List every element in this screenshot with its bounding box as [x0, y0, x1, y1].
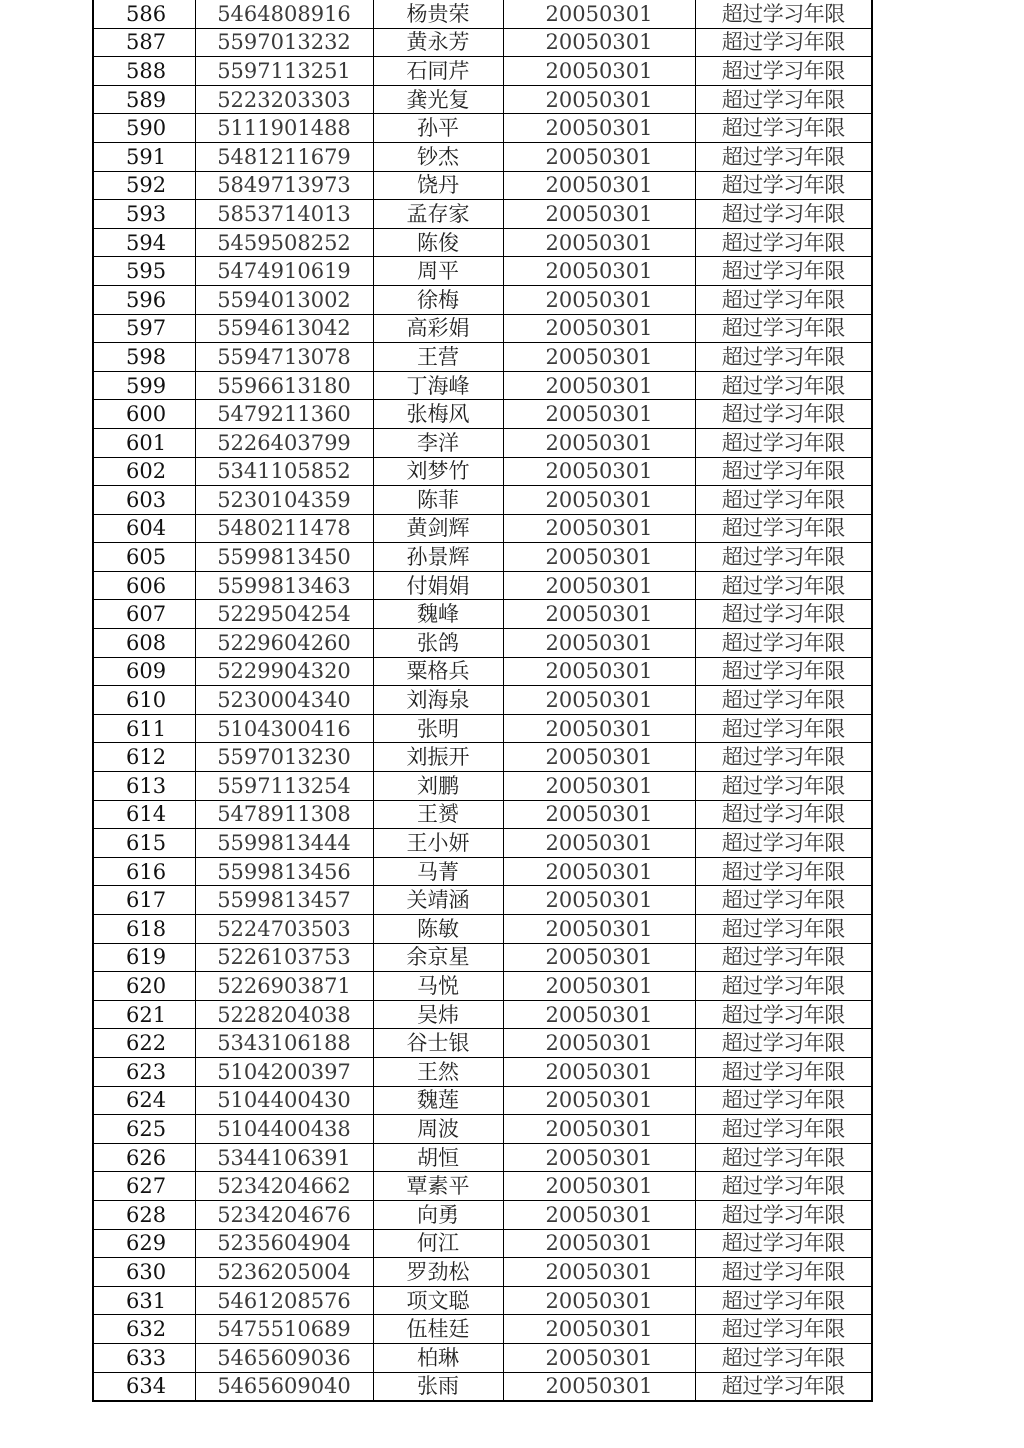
serial-number-cell: 600 [93, 400, 195, 429]
student-name-cell: 胡恒 [373, 1143, 503, 1172]
student-id-cell: 5599813444 [195, 829, 373, 858]
date-cell: 20050301 [503, 1143, 695, 1172]
student-id-cell: 5226103753 [195, 943, 373, 972]
table-row [93, 1372, 872, 1401]
student-name-cell: 向勇 [373, 1200, 503, 1229]
date-cell: 20050301 [503, 800, 695, 829]
serial-number-cell: 599 [93, 371, 195, 400]
serial-number-cell: 633 [93, 1343, 195, 1372]
reason-cell: 超过学习年限 [695, 686, 872, 715]
reason-cell: 超过学习年限 [695, 1200, 872, 1229]
reason-cell: 超过学习年限 [695, 600, 872, 629]
student-name-cell: 伍桂廷 [373, 1315, 503, 1344]
student-name-cell: 王赟 [373, 800, 503, 829]
student-name-cell: 孙平 [373, 114, 503, 143]
reason-cell: 超过学习年限 [695, 772, 872, 801]
student-id-cell: 5599813457 [195, 886, 373, 915]
serial-number-cell: 608 [93, 629, 195, 658]
student-id-cell: 5104300416 [195, 714, 373, 743]
date-cell: 20050301 [503, 1372, 695, 1401]
reason-cell: 超过学习年限 [695, 486, 872, 515]
student-name-cell: 魏峰 [373, 600, 503, 629]
student-id-cell: 5229504254 [195, 600, 373, 629]
date-cell: 20050301 [503, 943, 695, 972]
table-row [93, 1286, 872, 1315]
date-cell: 20050301 [503, 543, 695, 572]
table-row [93, 85, 872, 114]
serial-number-cell: 612 [93, 743, 195, 772]
student-id-cell: 5104400430 [195, 1086, 373, 1115]
date-cell: 20050301 [503, 629, 695, 658]
reason-cell: 超过学习年限 [695, 85, 872, 114]
student-name-cell: 付娟娟 [373, 571, 503, 600]
date-cell: 20050301 [503, 571, 695, 600]
reason-cell: 超过学习年限 [695, 1286, 872, 1315]
reason-cell: 超过学习年限 [695, 257, 872, 286]
serial-number-cell: 586 [126, 1, 167, 26]
table-row [93, 886, 872, 915]
table-row [93, 257, 872, 286]
student-name-cell: 关靖涵 [373, 886, 503, 915]
reason-cell: 超过学习年限 [695, 972, 872, 1001]
student-name-cell: 钞杰 [373, 142, 503, 171]
student-name-cell: 黄剑辉 [373, 514, 503, 543]
reason-cell: 超过学习年限 [695, 886, 872, 915]
date-cell: 20050301 [503, 114, 695, 143]
table-row [93, 1172, 872, 1201]
student-id-cell: 5599813450 [195, 543, 373, 572]
student-name-cell: 何江 [373, 1229, 503, 1258]
reason-cell: 超过学习年限 [695, 428, 872, 457]
student-id-cell: 5226903871 [195, 972, 373, 1001]
date-cell: 20050301 [503, 28, 695, 57]
student-id-cell: 5465609036 [195, 1343, 373, 1372]
date-cell: 20050301 [503, 343, 695, 372]
table-row [93, 371, 872, 400]
student-id-cell: 5594013002 [195, 285, 373, 314]
student-id-cell: 5475510689 [195, 1315, 373, 1344]
date-cell: 20050301 [503, 1343, 695, 1372]
serial-number-cell: 617 [93, 886, 195, 915]
table-row [93, 457, 872, 486]
table-row [93, 1343, 872, 1372]
reason-cell: 超过学习年限 [695, 1315, 872, 1344]
serial-number-cell: 598 [93, 343, 195, 372]
date-cell: 20050301 [503, 1115, 695, 1144]
reason-cell: 超过学习年限 [695, 1057, 872, 1086]
serial-number-cell: 632 [93, 1315, 195, 1344]
student-name-cell: 魏莲 [373, 1086, 503, 1115]
serial-number-cell: 610 [93, 686, 195, 715]
reason-cell: 超过学习年限 [695, 714, 872, 743]
table-row [93, 1000, 872, 1029]
student-name-cell: 刘海泉 [373, 686, 503, 715]
table-row [93, 915, 872, 944]
serial-number-cell: 590 [93, 114, 195, 143]
serial-number-cell: 594 [93, 228, 195, 257]
date-cell: 20050301 [503, 257, 695, 286]
reason-cell: 超过学习年限 [695, 743, 872, 772]
date-cell: 20050301 [503, 657, 695, 686]
student-id-cell: 5224703503 [195, 915, 373, 944]
table-row [93, 57, 872, 86]
student-name-cell: 周平 [373, 257, 503, 286]
serial-number-cell: 619 [93, 943, 195, 972]
student-id-cell: 5459508252 [195, 228, 373, 257]
date-cell: 20050301 [503, 600, 695, 629]
serial-number-cell: 613 [93, 772, 195, 801]
serial-number-cell: 623 [93, 1057, 195, 1086]
date-cell: 20050301 [503, 142, 695, 171]
table-row [93, 171, 872, 200]
date-cell: 20050301 [503, 1172, 695, 1201]
date-cell: 20050301 [503, 743, 695, 772]
serial-number-cell: 614 [93, 800, 195, 829]
reason-cell: 超过学习年限 [695, 514, 872, 543]
student-id-cell: 5235604904 [195, 1229, 373, 1258]
reason-cell: 超过学习年限 [695, 915, 872, 944]
student-id-cell: 5230004340 [195, 686, 373, 715]
date-cell: 20050301 [503, 57, 695, 86]
serial-number-cell: 595 [93, 257, 195, 286]
student-id-cell: 5597013232 [195, 28, 373, 57]
reason-cell: 超过学习年限 [695, 1343, 872, 1372]
reason-cell: 超过学习年限 [695, 1229, 872, 1258]
serial-number-cell: 593 [93, 200, 195, 229]
serial-number-cell: 622 [93, 1029, 195, 1058]
serial-number-cell: 621 [93, 1000, 195, 1029]
reason-cell: 超过学习年限 [695, 657, 872, 686]
student-name-cell: 孙景辉 [373, 543, 503, 572]
reason-cell: 超过学习年限 [695, 371, 872, 400]
student-id-cell: 5228204038 [195, 1000, 373, 1029]
table-row [93, 343, 872, 372]
reason-cell: 超过学习年限 [695, 285, 872, 314]
roster-body [93, 0, 872, 1401]
serial-number-cell: 618 [93, 915, 195, 944]
date-cell: 20050301 [503, 400, 695, 429]
reason-cell: 超过学习年限 [695, 0, 872, 28]
student-id-cell: 5234204662 [195, 1172, 373, 1201]
date-cell: 20050301 [503, 85, 695, 114]
reason-cell: 超过学习年限 [695, 1258, 872, 1287]
student-name-cell: 张雨 [373, 1372, 503, 1401]
student-id-cell: 5597113254 [195, 772, 373, 801]
table-row [93, 0, 872, 28]
student-id-cell: 5234204676 [195, 1200, 373, 1229]
student-name-cell: 刘振开 [373, 743, 503, 772]
student-name-cell: 覃素平 [373, 1172, 503, 1201]
date-cell: 20050301 [503, 1029, 695, 1058]
serial-number-cell: 588 [93, 57, 195, 86]
date-cell: 20050301 [503, 714, 695, 743]
table-row [93, 743, 872, 772]
student-name-cell: 陈俊 [373, 228, 503, 257]
table-row [93, 142, 872, 171]
serial-number-cell: 597 [93, 314, 195, 343]
reason-cell: 超过学习年限 [695, 800, 872, 829]
date-cell: 20050301 [503, 228, 695, 257]
student-name-cell: 李洋 [373, 428, 503, 457]
student-name-cell: 石同芹 [373, 57, 503, 86]
serial-number-cell: 591 [93, 142, 195, 171]
table-row [93, 1115, 872, 1144]
table-row [93, 1229, 872, 1258]
table-row [93, 657, 872, 686]
date-cell: 20050301 [503, 514, 695, 543]
student-id-cell: 5599813456 [195, 857, 373, 886]
serial-number-cell: 592 [93, 171, 195, 200]
student-id-cell: 5341105852 [195, 457, 373, 486]
date-cell: 20050301 [503, 428, 695, 457]
date-cell: 20050301 [503, 457, 695, 486]
serial-number-cell: 626 [93, 1143, 195, 1172]
table-row [93, 486, 872, 515]
serial-number-cell: 625 [93, 1115, 195, 1144]
date-cell: 20050301 [503, 1315, 695, 1344]
student-name-cell: 张明 [373, 714, 503, 743]
reason-cell: 超过学习年限 [695, 1000, 872, 1029]
student-id-cell: 5461208576 [195, 1286, 373, 1315]
student-id-cell: 5594713078 [195, 343, 373, 372]
serial-number-cell: 628 [93, 1200, 195, 1229]
date-cell: 20050301 [503, 857, 695, 886]
serial-number-cell: 634 [93, 1372, 195, 1401]
student-id-cell: 5474910619 [195, 257, 373, 286]
table-row [93, 686, 872, 715]
student-id-cell: 5229904320 [195, 657, 373, 686]
date-cell: 20050301 [503, 1229, 695, 1258]
student-id-cell: 5230104359 [195, 486, 373, 515]
serial-number-cell: 624 [93, 1086, 195, 1115]
student-id-cell: 5464808916 [195, 0, 373, 28]
serial-number-cell: 616 [93, 857, 195, 886]
student-id-cell: 5599813463 [195, 571, 373, 600]
date-cell: 20050301 [503, 886, 695, 915]
student-id-cell: 5111901488 [195, 114, 373, 143]
table-row [93, 314, 872, 343]
table-row [93, 943, 872, 972]
table-row [93, 1258, 872, 1287]
date-cell: 20050301 [503, 371, 695, 400]
student-id-cell: 5479211360 [195, 400, 373, 429]
date-cell: 20050301 [503, 1258, 695, 1287]
date-cell: 20050301 [503, 1086, 695, 1115]
serial-number-cell: 627 [93, 1172, 195, 1201]
serial-number-cell: 606 [93, 571, 195, 600]
reason-cell: 超过学习年限 [695, 629, 872, 658]
date-cell: 20050301 [503, 314, 695, 343]
reason-cell: 超过学习年限 [695, 1372, 872, 1401]
student-name-cell: 王小妍 [373, 829, 503, 858]
student-id-cell: 5597113251 [195, 57, 373, 86]
serial-number-cell: 609 [93, 657, 195, 686]
student-name-cell: 马菁 [373, 857, 503, 886]
reason-cell: 超过学习年限 [695, 857, 872, 886]
student-name-cell: 黄永芳 [373, 28, 503, 57]
reason-cell: 超过学习年限 [695, 943, 872, 972]
student-name-cell: 吴炜 [373, 1000, 503, 1029]
student-id-cell: 5229604260 [195, 629, 373, 658]
table-row [93, 772, 872, 801]
table-row [93, 857, 872, 886]
serial-number-cell: 602 [93, 457, 195, 486]
student-name-cell: 马悦 [373, 972, 503, 1001]
student-name-cell: 王营 [373, 343, 503, 372]
table-row [93, 1143, 872, 1172]
table-row [93, 714, 872, 743]
student-name-cell: 徐梅 [373, 285, 503, 314]
serial-number-cell: 587 [93, 28, 195, 57]
reason-cell: 超过学习年限 [695, 829, 872, 858]
reason-cell: 超过学习年限 [695, 57, 872, 86]
student-name-cell: 刘鹏 [373, 772, 503, 801]
table-row [93, 200, 872, 229]
student-name-cell: 张鸽 [373, 629, 503, 658]
student-name-cell: 孟存家 [373, 200, 503, 229]
serial-number-cell: 589 [93, 85, 195, 114]
student-id-cell: 5104400438 [195, 1115, 373, 1144]
table-row [93, 800, 872, 829]
student-id-cell: 5236205004 [195, 1258, 373, 1287]
student-id-cell: 5481211679 [195, 142, 373, 171]
student-name-cell: 王然 [373, 1057, 503, 1086]
reason-cell: 超过学习年限 [695, 1172, 872, 1201]
student-name-cell: 余京星 [373, 943, 503, 972]
serial-number-cell: 615 [93, 829, 195, 858]
table-row [93, 1057, 872, 1086]
serial-number-cell: 603 [93, 486, 195, 515]
reason-cell: 超过学习年限 [695, 28, 872, 57]
date-cell: 20050301 [503, 200, 695, 229]
table-row [93, 1086, 872, 1115]
student-id-cell: 5343106188 [195, 1029, 373, 1058]
student-name-cell: 柏琳 [373, 1343, 503, 1372]
reason-cell: 超过学习年限 [695, 400, 872, 429]
serial-number-cell: 601 [93, 428, 195, 457]
student-name-cell: 张梅风 [373, 400, 503, 429]
reason-cell: 超过学习年限 [695, 114, 872, 143]
date-cell: 20050301 [503, 171, 695, 200]
serial-number-cell: 607 [93, 600, 195, 629]
student-id-cell: 5104200397 [195, 1057, 373, 1086]
reason-cell: 超过学习年限 [695, 1086, 872, 1115]
student-id-cell: 5596613180 [195, 371, 373, 400]
date-cell: 20050301 [503, 0, 695, 28]
reason-cell: 超过学习年限 [695, 1143, 872, 1172]
student-name-cell: 龚光复 [373, 85, 503, 114]
table-row [93, 1315, 872, 1344]
reason-cell: 超过学习年限 [695, 228, 872, 257]
date-cell: 20050301 [503, 285, 695, 314]
date-cell: 20050301 [503, 1057, 695, 1086]
student-id-cell: 5226403799 [195, 428, 373, 457]
table-row [93, 114, 872, 143]
table-row [93, 629, 872, 658]
reason-cell: 超过学习年限 [695, 571, 872, 600]
student-name-cell: 高彩娟 [373, 314, 503, 343]
table-row [93, 829, 872, 858]
table-row [93, 514, 872, 543]
reason-cell: 超过学习年限 [695, 314, 872, 343]
table-row [93, 400, 872, 429]
student-name-cell: 周波 [373, 1115, 503, 1144]
student-id-cell: 5344106391 [195, 1143, 373, 1172]
student-name-cell: 饶丹 [373, 171, 503, 200]
serial-number-cell: 605 [93, 543, 195, 572]
table-row [93, 1200, 872, 1229]
student-name-cell: 陈菲 [373, 486, 503, 515]
student-id-cell: 5849713973 [195, 171, 373, 200]
reason-cell: 超过学习年限 [695, 343, 872, 372]
serial-number-cell: 629 [93, 1229, 195, 1258]
date-cell: 20050301 [503, 829, 695, 858]
student-name-cell: 项文聪 [373, 1286, 503, 1315]
date-cell: 20050301 [503, 486, 695, 515]
table-row [93, 285, 872, 314]
student-name-cell: 杨贵荣 [373, 0, 503, 28]
student-id-cell: 5478911308 [195, 800, 373, 829]
reason-cell: 超过学习年限 [695, 1115, 872, 1144]
reason-cell: 超过学习年限 [695, 171, 872, 200]
student-id-cell: 5853714013 [195, 200, 373, 229]
student-name-cell: 罗劲松 [373, 1258, 503, 1287]
reason-cell: 超过学习年限 [695, 457, 872, 486]
student-id-cell: 5480211478 [195, 514, 373, 543]
student-name-cell: 粟格兵 [373, 657, 503, 686]
student-name-cell: 谷士银 [373, 1029, 503, 1058]
student-id-cell: 5223203303 [195, 85, 373, 114]
date-cell: 20050301 [503, 772, 695, 801]
date-cell: 20050301 [503, 972, 695, 1001]
reason-cell: 超过学习年限 [695, 200, 872, 229]
reason-cell: 超过学习年限 [695, 142, 872, 171]
serial-number-cell: 611 [93, 714, 195, 743]
student-name-cell: 刘梦竹 [373, 457, 503, 486]
serial-number-cell: 596 [93, 285, 195, 314]
table-row [93, 600, 872, 629]
table-row [93, 228, 872, 257]
date-cell: 20050301 [503, 915, 695, 944]
student-id-cell: 5594613042 [195, 314, 373, 343]
student-roster-table [92, 0, 873, 1402]
serial-number-cell: 630 [93, 1258, 195, 1287]
table-row [93, 428, 872, 457]
date-cell: 20050301 [503, 686, 695, 715]
table-row [93, 1029, 872, 1058]
student-name-cell: 陈敏 [373, 915, 503, 944]
serial-number-cell: 631 [93, 1286, 195, 1315]
date-cell: 20050301 [503, 1200, 695, 1229]
student-name-cell: 丁海峰 [373, 371, 503, 400]
reason-cell: 超过学习年限 [695, 543, 872, 572]
table-row [93, 28, 872, 57]
student-id-cell: 5465609040 [195, 1372, 373, 1401]
date-cell: 20050301 [503, 1000, 695, 1029]
serial-number-cell: 604 [93, 514, 195, 543]
student-id-cell: 5597013230 [195, 743, 373, 772]
table-row [93, 571, 872, 600]
date-cell: 20050301 [503, 1286, 695, 1315]
serial-number-cell: 620 [93, 972, 195, 1001]
table-row [93, 972, 872, 1001]
table-row [93, 543, 872, 572]
reason-cell: 超过学习年限 [695, 1029, 872, 1058]
